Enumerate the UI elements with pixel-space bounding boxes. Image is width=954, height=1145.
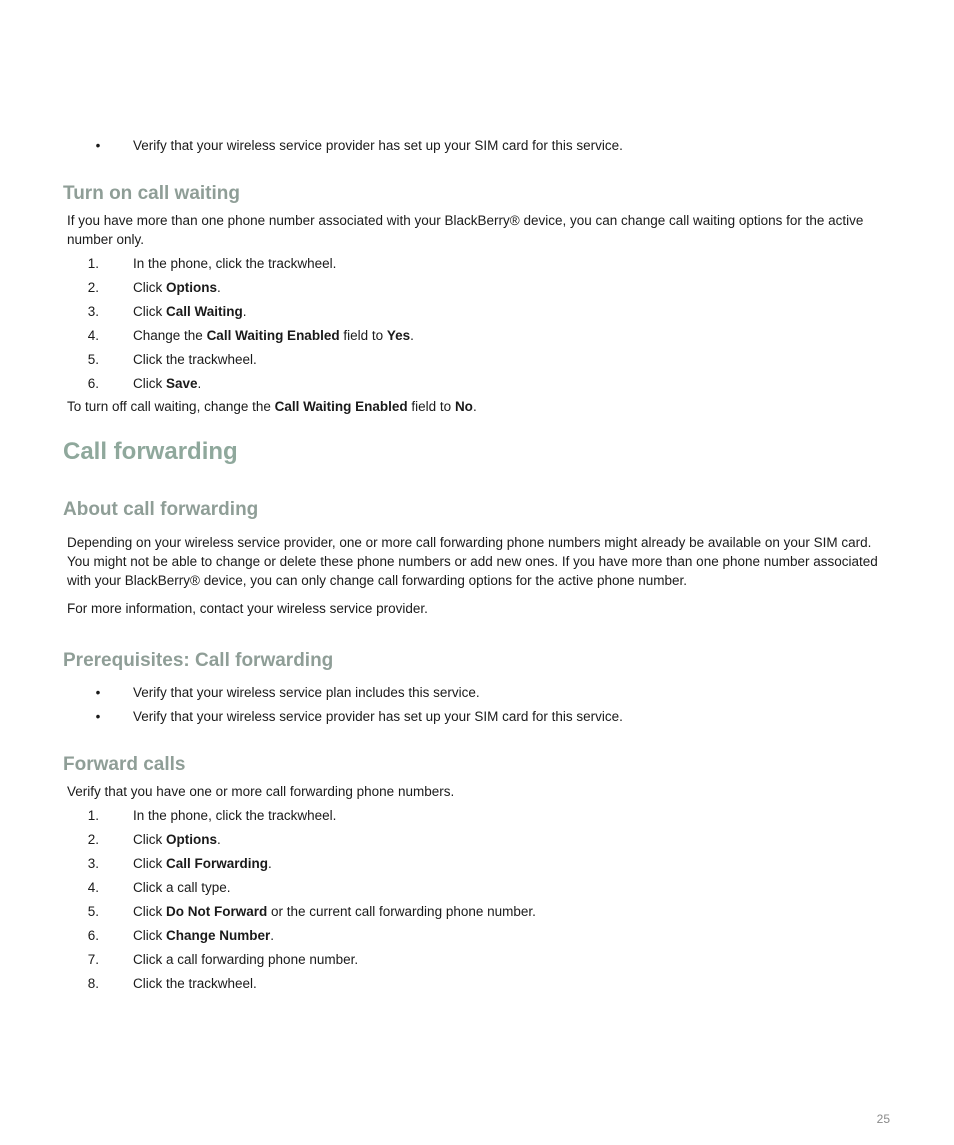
page-number: 25	[876, 1112, 890, 1126]
bullet-text: Verify that your wireless service plan includes this service.	[133, 685, 480, 700]
step-bold-term: Call Waiting	[166, 304, 243, 319]
step-bold-term: Call Waiting Enabled	[206, 328, 340, 343]
step-text: Click the trackwheel.	[133, 976, 257, 991]
step-text: Click	[133, 856, 166, 871]
step-text: Click	[133, 832, 166, 847]
step-number: 6.	[87, 928, 99, 943]
about-contact-paragraph: For more information, contact your wireless service provider.	[67, 601, 428, 616]
bullet-text: Verify that your wireless service provider has set up your SIM card for this service.	[133, 709, 623, 724]
step-text: In the phone, click the trackwheel.	[133, 808, 337, 823]
step-number: 3.	[87, 304, 99, 319]
step-number: 7.	[87, 952, 99, 967]
bullet-marker: •	[95, 709, 101, 724]
step-text: Click	[133, 376, 166, 391]
step-text: Click a call type.	[133, 880, 231, 895]
step-text: Click a call forwarding phone number.	[133, 952, 359, 967]
step-number: 2.	[87, 832, 99, 847]
step-bold-term: Do Not Forward	[166, 904, 268, 919]
step-text: Click	[133, 280, 166, 295]
step-text: Click	[133, 904, 166, 919]
step-number: 4.	[87, 328, 99, 343]
step-text: Change the	[133, 328, 207, 343]
step-text: field to	[339, 328, 387, 343]
heading-turn-on-call-waiting: Turn on call waiting	[63, 183, 240, 204]
step-number: 6.	[87, 376, 99, 391]
forward-intro: Verify that you have one or more call forwarding phone numbers.	[67, 784, 455, 799]
bullet-marker: •	[95, 138, 101, 153]
step-number: 5.	[87, 904, 99, 919]
step-text: .	[410, 328, 414, 343]
step-text: or the current call forwarding phone number.	[267, 904, 536, 919]
step-bold-term: Save	[166, 376, 198, 391]
step-bold-term: Yes	[386, 328, 411, 343]
step-number: 4.	[87, 880, 99, 895]
note-bold-term: Call Waiting Enabled	[274, 399, 408, 414]
step-text: In the phone, click the trackwheel.	[133, 256, 337, 271]
step-number: 5.	[87, 352, 99, 367]
step-text: .	[217, 280, 221, 295]
about-paragraph: Depending on your wireless service provider, one or more call forwarding phone numbers might already be available on your SIM card. You might not be able to change or delete these phone numbers or add new ones. If you have more than one phone number associated with your BlackBerry® device, you can only change call forwarding options for the active phone number.	[67, 535, 878, 588]
heading-forward-calls: Forward calls	[63, 754, 186, 775]
step-bold-term: Options	[166, 832, 217, 847]
step-bold-term: Call Forwarding	[166, 856, 269, 871]
step-number: 8.	[87, 976, 99, 991]
step-text: Click the trackwheel.	[133, 352, 257, 367]
step-text: Click	[133, 928, 166, 943]
heading-prerequisites: Prerequisites: Call forwarding	[63, 650, 334, 671]
note-text: To turn off call waiting, change the	[67, 399, 275, 414]
step-number: 1.	[87, 808, 99, 823]
note-bold-term: No	[454, 399, 473, 414]
note-text: field to	[407, 399, 455, 414]
step-number: 1.	[87, 256, 99, 271]
section-title-call-forwarding: Call forwarding	[63, 438, 238, 465]
step-bold-term: Options	[166, 280, 217, 295]
step-number: 3.	[87, 856, 99, 871]
turn-off-note	[67, 397, 477, 416]
step-text: .	[268, 856, 272, 871]
step-number: 2.	[87, 280, 99, 295]
step-text: Click	[133, 304, 166, 319]
step-text: .	[217, 832, 221, 847]
note-text: .	[472, 399, 477, 414]
step-text: .	[197, 376, 202, 391]
heading-about-call-forwarding: About call forwarding	[63, 499, 259, 520]
turn-on-intro: If you have more than one phone number associated with your BlackBerry® device, you can change call waiting options for the active number only.	[67, 213, 864, 247]
step-bold-term: Change Number	[166, 928, 271, 943]
bullet-marker: •	[95, 685, 101, 700]
bullet-text: Verify that your wireless service provider has set up your SIM card for this service.	[133, 138, 623, 153]
step-text: .	[242, 304, 247, 319]
step-text: .	[270, 928, 275, 943]
